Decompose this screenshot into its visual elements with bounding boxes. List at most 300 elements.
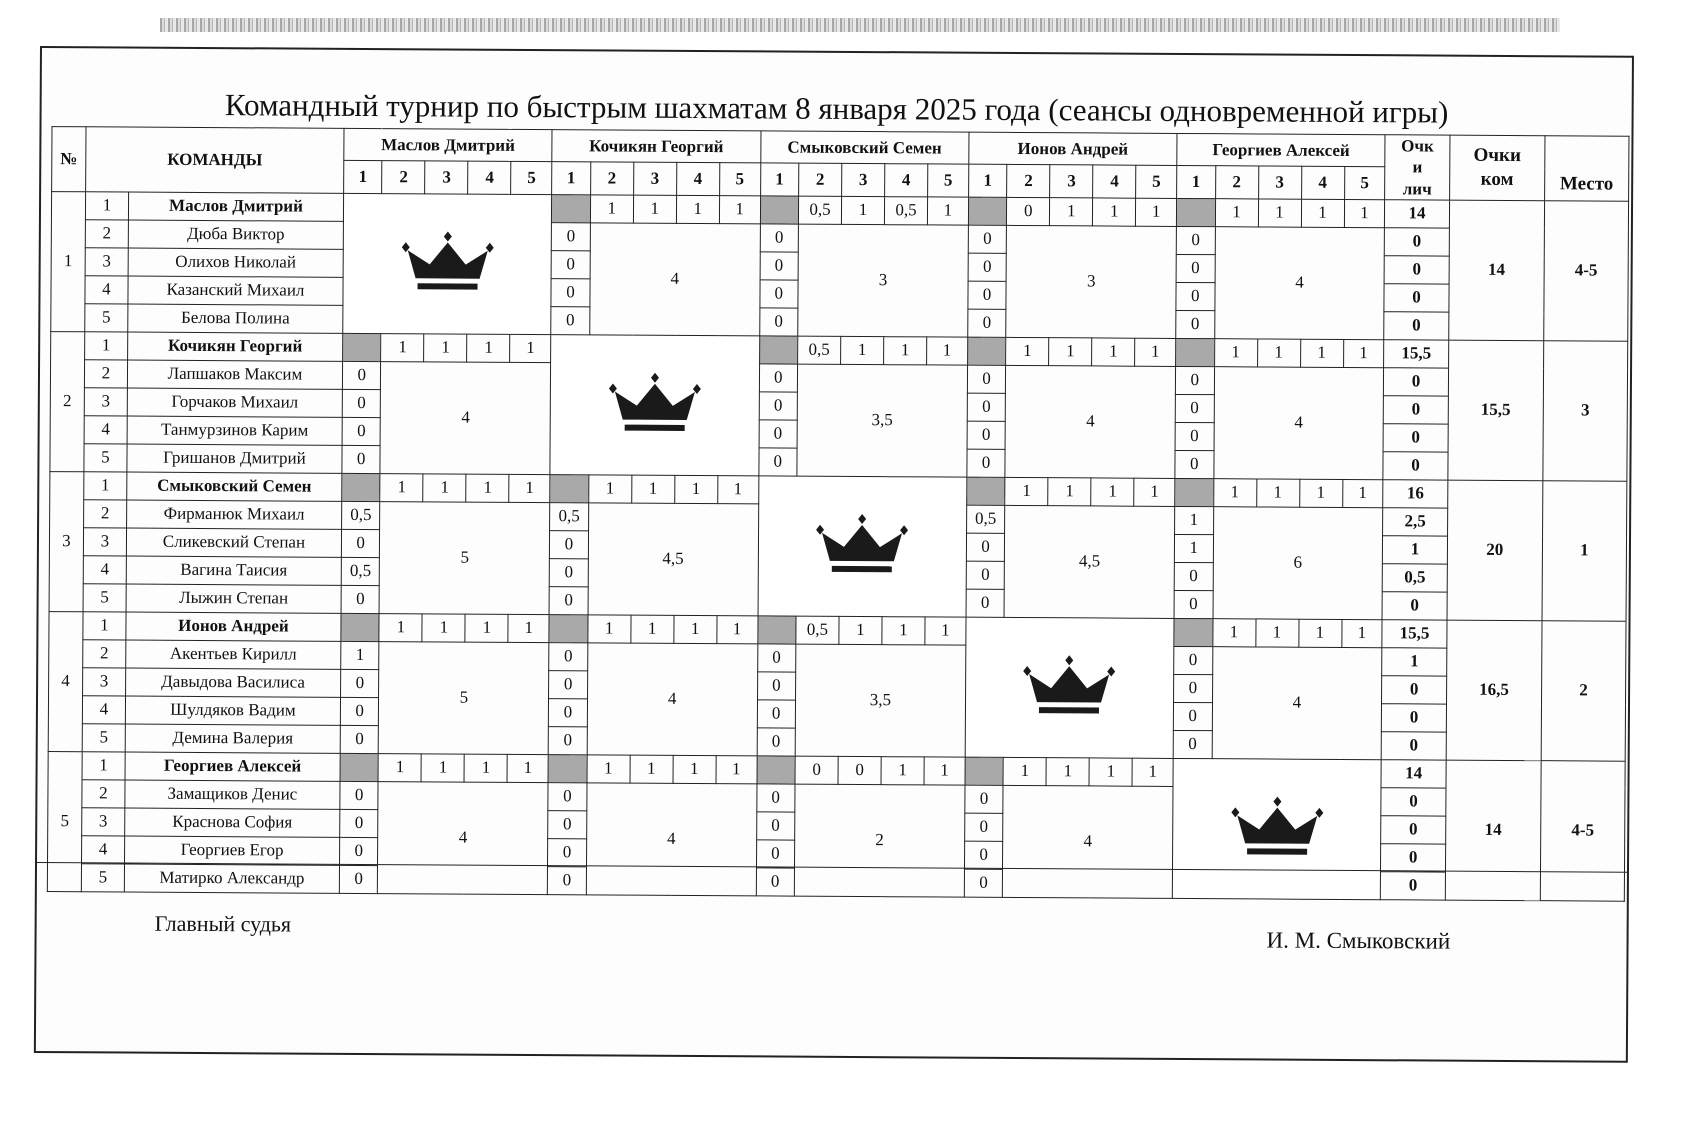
captain-result: 1 [881, 756, 924, 784]
player-result: 0 [968, 309, 1007, 337]
player-result: 0 [968, 281, 1007, 309]
player-result: 0 [968, 225, 1007, 253]
player-result: 0 [549, 698, 588, 726]
captain-result: 0,5 [798, 336, 841, 364]
personal-points: 14 [1381, 759, 1446, 787]
player-result: 0 [548, 810, 587, 838]
personal-points: 15,5 [1382, 619, 1447, 647]
shaded-cell [965, 757, 1004, 785]
shaded-cell [968, 197, 1007, 225]
captain-result: 0,5 [798, 196, 841, 224]
player-result: 0 [756, 868, 795, 896]
player-result: 0 [1174, 590, 1213, 618]
shaded-cell [967, 477, 1006, 505]
team-place: 4-5 [1540, 760, 1625, 901]
player-result: 0 [759, 392, 798, 420]
team-number: 4 [48, 611, 83, 751]
player-name: Акентьев Кирилл [126, 640, 341, 669]
captain-result: 1 [510, 334, 551, 362]
header-board-number: 2 [1007, 165, 1050, 198]
captain-result: 0 [838, 756, 881, 784]
captain-result: 1 [590, 195, 633, 223]
board-index: 4 [84, 416, 127, 444]
shaded-cell [967, 337, 1006, 365]
match-total: 4,5 [588, 503, 758, 616]
captain-result: 1 [1048, 477, 1091, 505]
board-index: 1 [83, 612, 126, 640]
captain-result: 1 [924, 757, 965, 785]
scoresheet [34, 46, 1634, 1063]
captain-result: 1 [1342, 479, 1383, 507]
player-result: 0 [1173, 702, 1212, 730]
board-index: 2 [84, 360, 127, 388]
shaded-cell [1174, 618, 1213, 646]
captain-result: 1 [379, 613, 422, 641]
player-result: 0 [757, 644, 796, 672]
captain-result: 1 [717, 475, 758, 503]
player-result: 0 [551, 250, 590, 278]
player-name: Дюба Виктор [128, 220, 343, 249]
player-result: 0 [1176, 254, 1215, 282]
crown-icon [401, 228, 493, 299]
header-board-number: 1 [344, 161, 383, 194]
captain-result: 1 [381, 333, 424, 361]
captain-result: 1 [1215, 198, 1258, 226]
shaded-cell [759, 336, 798, 364]
captain-result: 0 [795, 756, 838, 784]
team-place: 3 [1543, 340, 1628, 481]
match-total: 4 [1213, 366, 1383, 479]
player-result: 0 [548, 726, 587, 754]
captain-result: 1 [1093, 198, 1136, 226]
header-board-number: 4 [1093, 165, 1136, 198]
header-board-number: 1 [968, 165, 1007, 198]
player-result: 0 [759, 280, 798, 308]
shaded-cell [342, 473, 381, 501]
captain-result: 1 [1299, 479, 1342, 507]
player-result: 0 [756, 840, 795, 868]
player-result: 0 [340, 697, 379, 725]
captain-result: 1 [1214, 338, 1257, 366]
header-board-number: 4 [468, 161, 511, 194]
diagonal-crown-cell [550, 334, 759, 475]
header-board-number: 1 [760, 163, 799, 196]
board-index: 4 [82, 696, 125, 724]
board-index: 1 [85, 192, 128, 220]
captain-result: 1 [466, 474, 509, 502]
shaded-cell [757, 616, 796, 644]
player-result: 0 [966, 561, 1005, 589]
player-name: Матирко Александр [124, 864, 339, 893]
captain-result: 1 [717, 615, 758, 643]
captain-result: 1 [1258, 199, 1301, 227]
captain-result: 1 [1257, 339, 1300, 367]
captain-result: 1 [587, 755, 630, 783]
chief-judge-name: И. М. Смыковский [1266, 927, 1451, 954]
player-result: 0 [759, 364, 798, 392]
match-total: 3,5 [795, 644, 965, 757]
match-total: 4 [587, 643, 757, 756]
match-total: 2 [794, 784, 964, 897]
captain-result: 1 [719, 195, 760, 223]
player-result: 0 [342, 445, 381, 473]
personal-points: 0 [1384, 283, 1449, 311]
board-index: 5 [84, 444, 127, 472]
player-result: 0 [967, 449, 1006, 477]
captain-result: 1 [508, 614, 549, 642]
player-name: Танмурзинов Карим [127, 416, 342, 445]
header-personal-points-line: лич [1402, 178, 1432, 199]
captain-result: 1 [927, 337, 968, 365]
header-board-number: 2 [382, 161, 425, 194]
captain-result: 1 [1132, 758, 1173, 786]
header-board-number: 4 [676, 163, 719, 196]
captain-result: 1 [676, 195, 719, 223]
match-total: 4 [380, 361, 550, 474]
captain-result: 1 [1212, 618, 1255, 646]
personal-points: 15,5 [1384, 339, 1449, 367]
captain-result: 1 [1255, 619, 1298, 647]
captain-result: 1 [1300, 339, 1343, 367]
board-index: 2 [83, 640, 126, 668]
player-result: 1 [341, 641, 380, 669]
captain-result: 1 [464, 754, 507, 782]
captain-result: 1 [1089, 758, 1132, 786]
player-result: 0 [757, 728, 796, 756]
shaded-cell [548, 754, 587, 782]
captain-result: 1 [422, 614, 465, 642]
team-number: 3 [49, 471, 84, 611]
captain-result: 1 [630, 755, 673, 783]
captain-result: 1 [1301, 199, 1344, 227]
player-result: 0 [549, 586, 588, 614]
match-total: 6 [1213, 506, 1383, 619]
player-result: 0 [756, 784, 795, 812]
personal-points: 0 [1383, 423, 1448, 451]
player-result: 0 [341, 585, 380, 613]
player-name: Краснова София [125, 808, 340, 837]
board-index: 2 [85, 220, 128, 248]
board-index: 2 [82, 780, 125, 808]
header-team-points-line: ком [1480, 168, 1514, 190]
board-index: 5 [85, 304, 128, 332]
header-board-number: 5 [511, 162, 552, 195]
captain-result: 1 [1135, 338, 1176, 366]
shaded-cell [552, 194, 591, 222]
captain-result: 1 [927, 197, 968, 225]
player-name: Давыдова Василиса [125, 668, 340, 697]
player-result: 0 [964, 813, 1003, 841]
player-name: Гришанов Дмитрий [127, 444, 342, 473]
header-opponent: Ионов Андрей [969, 132, 1177, 166]
match-total: 4 [589, 223, 759, 336]
captain-result: 1 [839, 616, 882, 644]
player-result: 0 [1175, 394, 1214, 422]
header-place: Место [1545, 136, 1629, 201]
personal-points: 0 [1384, 311, 1449, 339]
match-total: 4,5 [1004, 505, 1174, 618]
captain-result: 1 [1134, 478, 1175, 506]
team-points: 16,5 [1446, 620, 1542, 761]
personal-points: 1 [1383, 535, 1448, 563]
player-result: 0 [552, 222, 591, 250]
captain-result: 1 [1092, 338, 1135, 366]
player-name: Белова Полина [128, 304, 343, 333]
header-board-number: 5 [719, 163, 760, 196]
match-total: 4 [1003, 785, 1173, 898]
player-result: 0 [759, 420, 798, 448]
captain-result: 1 [380, 473, 423, 501]
captain-result: 1 [925, 617, 966, 645]
player-name: Кочикян Георгий [128, 332, 343, 361]
personal-points: 0 [1384, 255, 1449, 283]
player-name: Фирманюк Михаил [127, 500, 342, 529]
player-result: 0 [967, 365, 1006, 393]
board-index: 3 [83, 528, 126, 556]
captain-result: 1 [1003, 757, 1046, 785]
player-result: 0 [550, 530, 589, 558]
player-name: Георгиев Алексей [125, 752, 340, 781]
player-result: 0 [1176, 226, 1215, 254]
shaded-cell [550, 474, 589, 502]
personal-points: 0 [1385, 227, 1450, 255]
header-board-number: 3 [1050, 165, 1093, 198]
header-board-number: 1 [552, 162, 591, 195]
player-name: Замащиков Денис [125, 780, 340, 809]
player-name: Горчаков Михаил [127, 388, 342, 417]
captain-result: 1 [507, 754, 548, 782]
player-result: 0 [760, 252, 799, 280]
player-result: 0 [759, 308, 798, 336]
personal-points: 0 [1382, 703, 1447, 731]
captain-result: 0 [1007, 197, 1050, 225]
player-result: 0 [340, 725, 379, 753]
player-result: 0,5 [342, 501, 381, 529]
player-name: Олихов Николай [128, 248, 343, 277]
team-place: 2 [1541, 620, 1626, 761]
player-result: 0 [967, 393, 1006, 421]
personal-points: 1 [1382, 647, 1447, 675]
captain-result: 1 [1344, 199, 1385, 227]
crown-icon [1023, 652, 1115, 723]
player-result: 0 [1175, 422, 1214, 450]
captain-result: 1 [1005, 477, 1048, 505]
board-index: 4 [85, 276, 128, 304]
player-name: Георгиев Егор [124, 836, 339, 865]
header-board-number: 4 [1301, 167, 1344, 200]
team-points: 14 [1449, 200, 1545, 341]
personal-points: 0 [1381, 731, 1446, 759]
match-total: 5 [379, 641, 549, 754]
shaded-cell [760, 196, 799, 224]
player-result: 0 [1174, 674, 1213, 702]
personal-points: 0 [1381, 871, 1446, 899]
results-table [47, 126, 1630, 901]
match-total: 4 [1005, 365, 1175, 478]
player-name: Смыковский Семен [127, 472, 342, 501]
board-index: 3 [85, 248, 128, 276]
captain-result: 1 [674, 615, 717, 643]
header-board-number: 2 [799, 164, 842, 197]
player-result: 0 [757, 672, 796, 700]
player-result: 0,5 [341, 557, 380, 585]
diagonal-crown-cell [758, 476, 967, 617]
player-name: Ионов Андрей [126, 612, 341, 641]
player-name: Лыжин Степан [126, 584, 341, 613]
player-result: 0 [1173, 730, 1212, 758]
crown-icon [1231, 794, 1323, 865]
player-result: 0 [966, 533, 1005, 561]
player-result: 0 [551, 278, 590, 306]
player-result: 0 [758, 448, 797, 476]
captain-result: 1 [1136, 198, 1177, 226]
captain-result: 1 [467, 334, 510, 362]
player-result: 0 [342, 389, 381, 417]
header-personal-points-line: Очк [1401, 136, 1434, 156]
header-board-number: 2 [1215, 166, 1258, 199]
captain-result: 1 [841, 336, 884, 364]
captain-result: 1 [882, 616, 925, 644]
captain-result: 1 [841, 196, 884, 224]
board-index: 1 [85, 332, 128, 360]
personal-points: 0 [1382, 591, 1447, 619]
header-board-number: 3 [425, 161, 468, 194]
personal-points: 0 [1381, 843, 1446, 871]
player-result: 0 [548, 838, 587, 866]
captain-result: 1 [424, 334, 467, 362]
header-team-points-line: Очки [1473, 144, 1521, 167]
captain-result: 1 [1341, 619, 1382, 647]
player-result: 0 [1176, 310, 1215, 338]
player-result: 0 [341, 669, 380, 697]
header-board-number: 3 [842, 164, 885, 197]
player-result: 0 [342, 361, 381, 389]
board-index: 5 [82, 724, 125, 752]
captain-result: 1 [1091, 478, 1134, 506]
header-personal-points [1385, 135, 1450, 200]
team-place: 1 [1542, 480, 1627, 621]
page-title: Командный турнир по быстрым шахматам 8 января 2025 года (сеансы одновременной игры) [224, 87, 1449, 130]
player-result: 0 [339, 865, 378, 893]
board-index: 3 [82, 668, 125, 696]
header-board-number: 5 [1344, 167, 1385, 200]
match-total: 4 [1214, 226, 1384, 339]
captain-result: 1 [1050, 197, 1093, 225]
captain-result: 1 [716, 755, 757, 783]
diagonal-crown-cell [343, 193, 552, 334]
match-total: 4 [378, 781, 548, 894]
crown-icon [816, 511, 908, 582]
player-name: Вагина Таисия [126, 556, 341, 585]
captain-result: 1 [1049, 337, 1092, 365]
shaded-cell [340, 753, 379, 781]
header-teams: КОМАНДЫ [86, 127, 344, 193]
player-result: 0 [964, 869, 1003, 897]
personal-points: 0 [1384, 395, 1449, 423]
player-result: 0,5 [550, 502, 589, 530]
match-total: 4 [586, 783, 756, 896]
diagonal-crown-cell [965, 617, 1174, 758]
header-board-number: 3 [633, 163, 676, 196]
header-board-number: 2 [590, 162, 633, 195]
player-name: Шулдяков Вадим [125, 696, 340, 725]
team-place: 4-5 [1544, 200, 1629, 341]
personal-points: 0 [1382, 675, 1447, 703]
player-result: 0 [341, 529, 380, 557]
captain-result: 0,5 [796, 616, 839, 644]
captain-result: 1 [378, 753, 421, 781]
header-personal-points-line: и [1412, 157, 1423, 177]
header-opponent: Смыковский Семен [760, 131, 968, 165]
player-result: 1 [1175, 506, 1214, 534]
team-points: 15,5 [1448, 340, 1544, 481]
player-result: 0 [340, 837, 379, 865]
board-index: 5 [81, 864, 124, 892]
team-number: 2 [50, 331, 85, 471]
captain-result: 1 [1343, 339, 1384, 367]
header-opponent: Маслов Дмитрий [344, 128, 552, 162]
header-board-number: 5 [928, 164, 969, 197]
player-result: 0 [966, 589, 1005, 617]
player-result: 0 [1175, 450, 1214, 478]
shaded-cell [757, 756, 796, 784]
personal-points: 0,5 [1383, 563, 1448, 591]
player-result: 0 [1175, 366, 1214, 394]
player-result: 0 [548, 782, 587, 810]
header-opponent: Кочикян Георгий [552, 130, 760, 164]
team-points: 20 [1447, 480, 1543, 621]
header-board-number: 3 [1258, 166, 1301, 199]
personal-points: 16 [1383, 479, 1448, 507]
player-result: 0 [965, 785, 1004, 813]
player-name: Казанский Михаил [128, 276, 343, 305]
board-index: 3 [82, 808, 125, 836]
personal-points: 0 [1383, 451, 1448, 479]
captain-result: 1 [509, 474, 550, 502]
captain-result: 1 [588, 475, 631, 503]
player-result: 0 [340, 781, 379, 809]
player-name: Сликевский Степан [126, 528, 341, 557]
board-index: 1 [84, 472, 127, 500]
shaded-cell [1176, 338, 1215, 366]
captain-result: 1 [1006, 337, 1049, 365]
scan-edge-strip [160, 18, 1560, 32]
captain-result: 1 [674, 475, 717, 503]
header-opponent: Георгиев Алексей [1177, 133, 1385, 167]
captain-result: 1 [423, 474, 466, 502]
captain-result: 1 [633, 195, 676, 223]
personal-points: 0 [1381, 815, 1446, 843]
player-name: Демина Валерия [125, 724, 340, 753]
captain-result: 1 [588, 615, 631, 643]
personal-points: 0 [1384, 367, 1449, 395]
header-board-number: 1 [1177, 166, 1216, 199]
board-index: 4 [83, 556, 126, 584]
player-result: 0 [760, 224, 799, 252]
captain-result: 1 [1046, 757, 1089, 785]
match-total: 3 [798, 224, 968, 337]
match-total: 3 [1006, 225, 1176, 338]
captain-result: 1 [631, 615, 674, 643]
team-number: 1 [51, 191, 86, 331]
player-result: 0 [967, 421, 1006, 449]
board-index: 3 [84, 388, 127, 416]
personal-points: 0 [1381, 787, 1446, 815]
team-number: 5 [47, 751, 82, 891]
captain-result: 1 [673, 755, 716, 783]
captain-result: 1 [1256, 479, 1299, 507]
match-total: 4 [1212, 646, 1382, 759]
